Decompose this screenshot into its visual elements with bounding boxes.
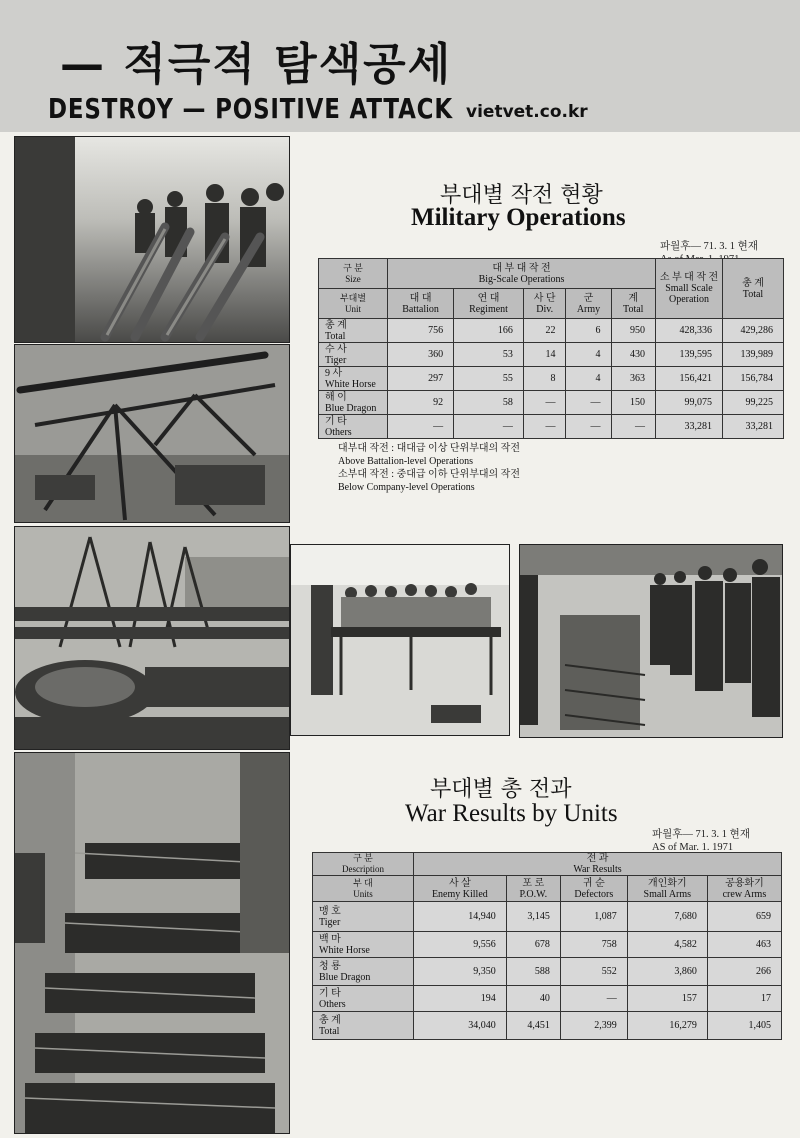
cell: 156,421 xyxy=(656,367,723,391)
cell: — xyxy=(388,415,454,439)
big-scale-header: 대 부 대 작 전 Big-Scale Operations xyxy=(388,259,656,289)
cell: 950 xyxy=(611,319,656,343)
cell: 2,399 xyxy=(560,1012,627,1040)
military-operations-table xyxy=(318,258,784,439)
cell: 156,784 xyxy=(723,367,784,391)
row-header: 해 이 Blue Dragon xyxy=(319,391,388,415)
cell: 40 xyxy=(506,986,560,1012)
column-header-subtotal: 계 Total xyxy=(611,289,656,319)
corner-header-bottom: 부 대 Units xyxy=(313,876,414,902)
note-line: 대부대 작전 : 대대급 이상 단위부대의 작전 xyxy=(338,443,520,454)
corner-header-bottom: 부대별 Unit xyxy=(319,289,388,319)
military-operations-title-korean: 부대별 작전 현황 xyxy=(440,183,603,208)
cell: 34,040 xyxy=(414,1012,507,1040)
cell: 659 xyxy=(707,902,781,932)
cell: 4 xyxy=(566,367,611,391)
row-header: 수 사 Tiger xyxy=(319,343,388,367)
as-of-korean: 파월후— 71. 3. 1 현재 xyxy=(660,241,758,252)
cell: 3,145 xyxy=(506,902,560,932)
cell: 99,225 xyxy=(723,391,784,415)
page-title-korean: — 적극적 탐색공세 xyxy=(60,39,453,90)
table-row xyxy=(319,343,784,367)
cell: 552 xyxy=(560,958,627,986)
note-line: 소부대 작전 : 중대급 이하 단위부대의 작전 xyxy=(338,469,520,480)
cell: 430 xyxy=(611,343,656,367)
row-header: 총 계 Total xyxy=(313,1012,414,1040)
cell: — xyxy=(560,986,627,1012)
cell: 9,350 xyxy=(414,958,507,986)
as-of-english: AS of Mar. 1. 1971 xyxy=(652,842,734,853)
cell: 3,860 xyxy=(627,958,707,986)
cell: 1,087 xyxy=(560,902,627,932)
cell: 53 xyxy=(454,343,524,367)
row-header: 청 룡 Blue Dragon xyxy=(313,958,414,986)
table-row xyxy=(319,367,784,391)
as-of-korean: 파월후— 71. 3. 1 현재 xyxy=(652,829,750,840)
cell: 758 xyxy=(560,932,627,958)
cell: — xyxy=(454,415,524,439)
row-header: 기 타 Others xyxy=(319,415,388,439)
cell: 55 xyxy=(454,367,524,391)
war-results-group-header: 전 과 War Results xyxy=(414,853,782,876)
photo-recoilless-rifles xyxy=(14,526,290,750)
column-header-regiment: 연 대 Regiment xyxy=(454,289,524,319)
row-header: 백 마 White Horse xyxy=(313,932,414,958)
cell: — xyxy=(566,391,611,415)
cell: 16,279 xyxy=(627,1012,707,1040)
cell: 4 xyxy=(566,343,611,367)
cell: — xyxy=(611,415,656,439)
cell: — xyxy=(523,391,566,415)
cell: 22 xyxy=(523,319,566,343)
cell: 4,582 xyxy=(627,932,707,958)
war-results-title-korean: 부대별 총 전과 xyxy=(430,777,572,802)
corner-header-top: 구 분 Size xyxy=(319,259,388,289)
column-header-defectors: 귀 순 Defectors xyxy=(560,876,627,902)
table-row xyxy=(319,415,784,439)
cell: 1,405 xyxy=(707,1012,781,1040)
cell: 756 xyxy=(388,319,454,343)
cell: 194 xyxy=(414,986,507,1012)
photo-soldiers-mortars xyxy=(14,136,290,343)
cell: 58 xyxy=(454,391,524,415)
table-row xyxy=(319,319,784,343)
table-row xyxy=(313,986,782,1012)
cell: 139,989 xyxy=(723,343,784,367)
photo-weapons-display xyxy=(290,544,510,736)
page-header xyxy=(0,0,800,132)
operations-notes xyxy=(338,442,520,494)
cell: 157 xyxy=(627,986,707,1012)
column-header-enemy-killed: 사 살 Enemy Killed xyxy=(414,876,507,902)
column-header-crew-arms: 공용화기 crew Arms xyxy=(707,876,781,902)
photo-captured-rifles xyxy=(14,752,290,1134)
cell: 428,336 xyxy=(656,319,723,343)
cell: 588 xyxy=(506,958,560,986)
column-header-division: 사 단 Div. xyxy=(523,289,566,319)
table-row xyxy=(313,932,782,958)
cell: 14 xyxy=(523,343,566,367)
table-row xyxy=(313,902,782,932)
cell: 429,286 xyxy=(723,319,784,343)
cell: 14,940 xyxy=(414,902,507,932)
cell: 166 xyxy=(454,319,524,343)
war-results-table xyxy=(312,852,782,1040)
note-line: Above Battalion-level Operations xyxy=(338,456,473,467)
total-header: 총 계 Total xyxy=(723,259,784,319)
cell: 17 xyxy=(707,986,781,1012)
cell: 33,281 xyxy=(656,415,723,439)
cell: 6 xyxy=(566,319,611,343)
site-watermark: vietvet.co.kr xyxy=(466,102,588,122)
cell: 99,075 xyxy=(656,391,723,415)
cell: — xyxy=(523,415,566,439)
column-header-battalion: 대 대 Battalion xyxy=(388,289,454,319)
table-row xyxy=(313,958,782,986)
photo-officers-inspecting xyxy=(519,544,783,738)
cell: 8 xyxy=(523,367,566,391)
corner-header-top: 구 분 Description xyxy=(313,853,414,876)
column-header-small-arms: 개인화기 Small Arms xyxy=(627,876,707,902)
cell: 139,595 xyxy=(656,343,723,367)
cell: 9,556 xyxy=(414,932,507,958)
military-operations-title-english: Military Operations xyxy=(411,204,626,231)
column-header-army: 군 Army xyxy=(566,289,611,319)
cell: — xyxy=(566,415,611,439)
cell: 150 xyxy=(611,391,656,415)
table-row xyxy=(313,1012,782,1040)
cell: 363 xyxy=(611,367,656,391)
cell: 463 xyxy=(707,932,781,958)
war-results-as-of xyxy=(652,828,750,854)
cell: 4,451 xyxy=(506,1012,560,1040)
row-header: 기 타 Others xyxy=(313,986,414,1012)
table-row xyxy=(319,391,784,415)
row-header: 총 계 Total xyxy=(319,319,388,343)
cell: 360 xyxy=(388,343,454,367)
row-header: 맹 호 Tiger xyxy=(313,902,414,932)
column-header-pow: 포 로 P.O.W. xyxy=(506,876,560,902)
war-results-title-english: War Results by Units xyxy=(405,800,618,827)
row-header: 9 사 White Horse xyxy=(319,367,388,391)
cell: 92 xyxy=(388,391,454,415)
cell: 7,680 xyxy=(627,902,707,932)
small-scale-header: 소 부 대 작 전 Small Scale Operation xyxy=(656,259,723,319)
note-line: Below Company-level Operations xyxy=(338,482,475,493)
page-title-english: DESTROY — POSITIVE ATTACK xyxy=(48,92,453,125)
cell: 678 xyxy=(506,932,560,958)
cell: 33,281 xyxy=(723,415,784,439)
cell: 266 xyxy=(707,958,781,986)
cell: 297 xyxy=(388,367,454,391)
photo-machine-guns xyxy=(14,344,290,523)
